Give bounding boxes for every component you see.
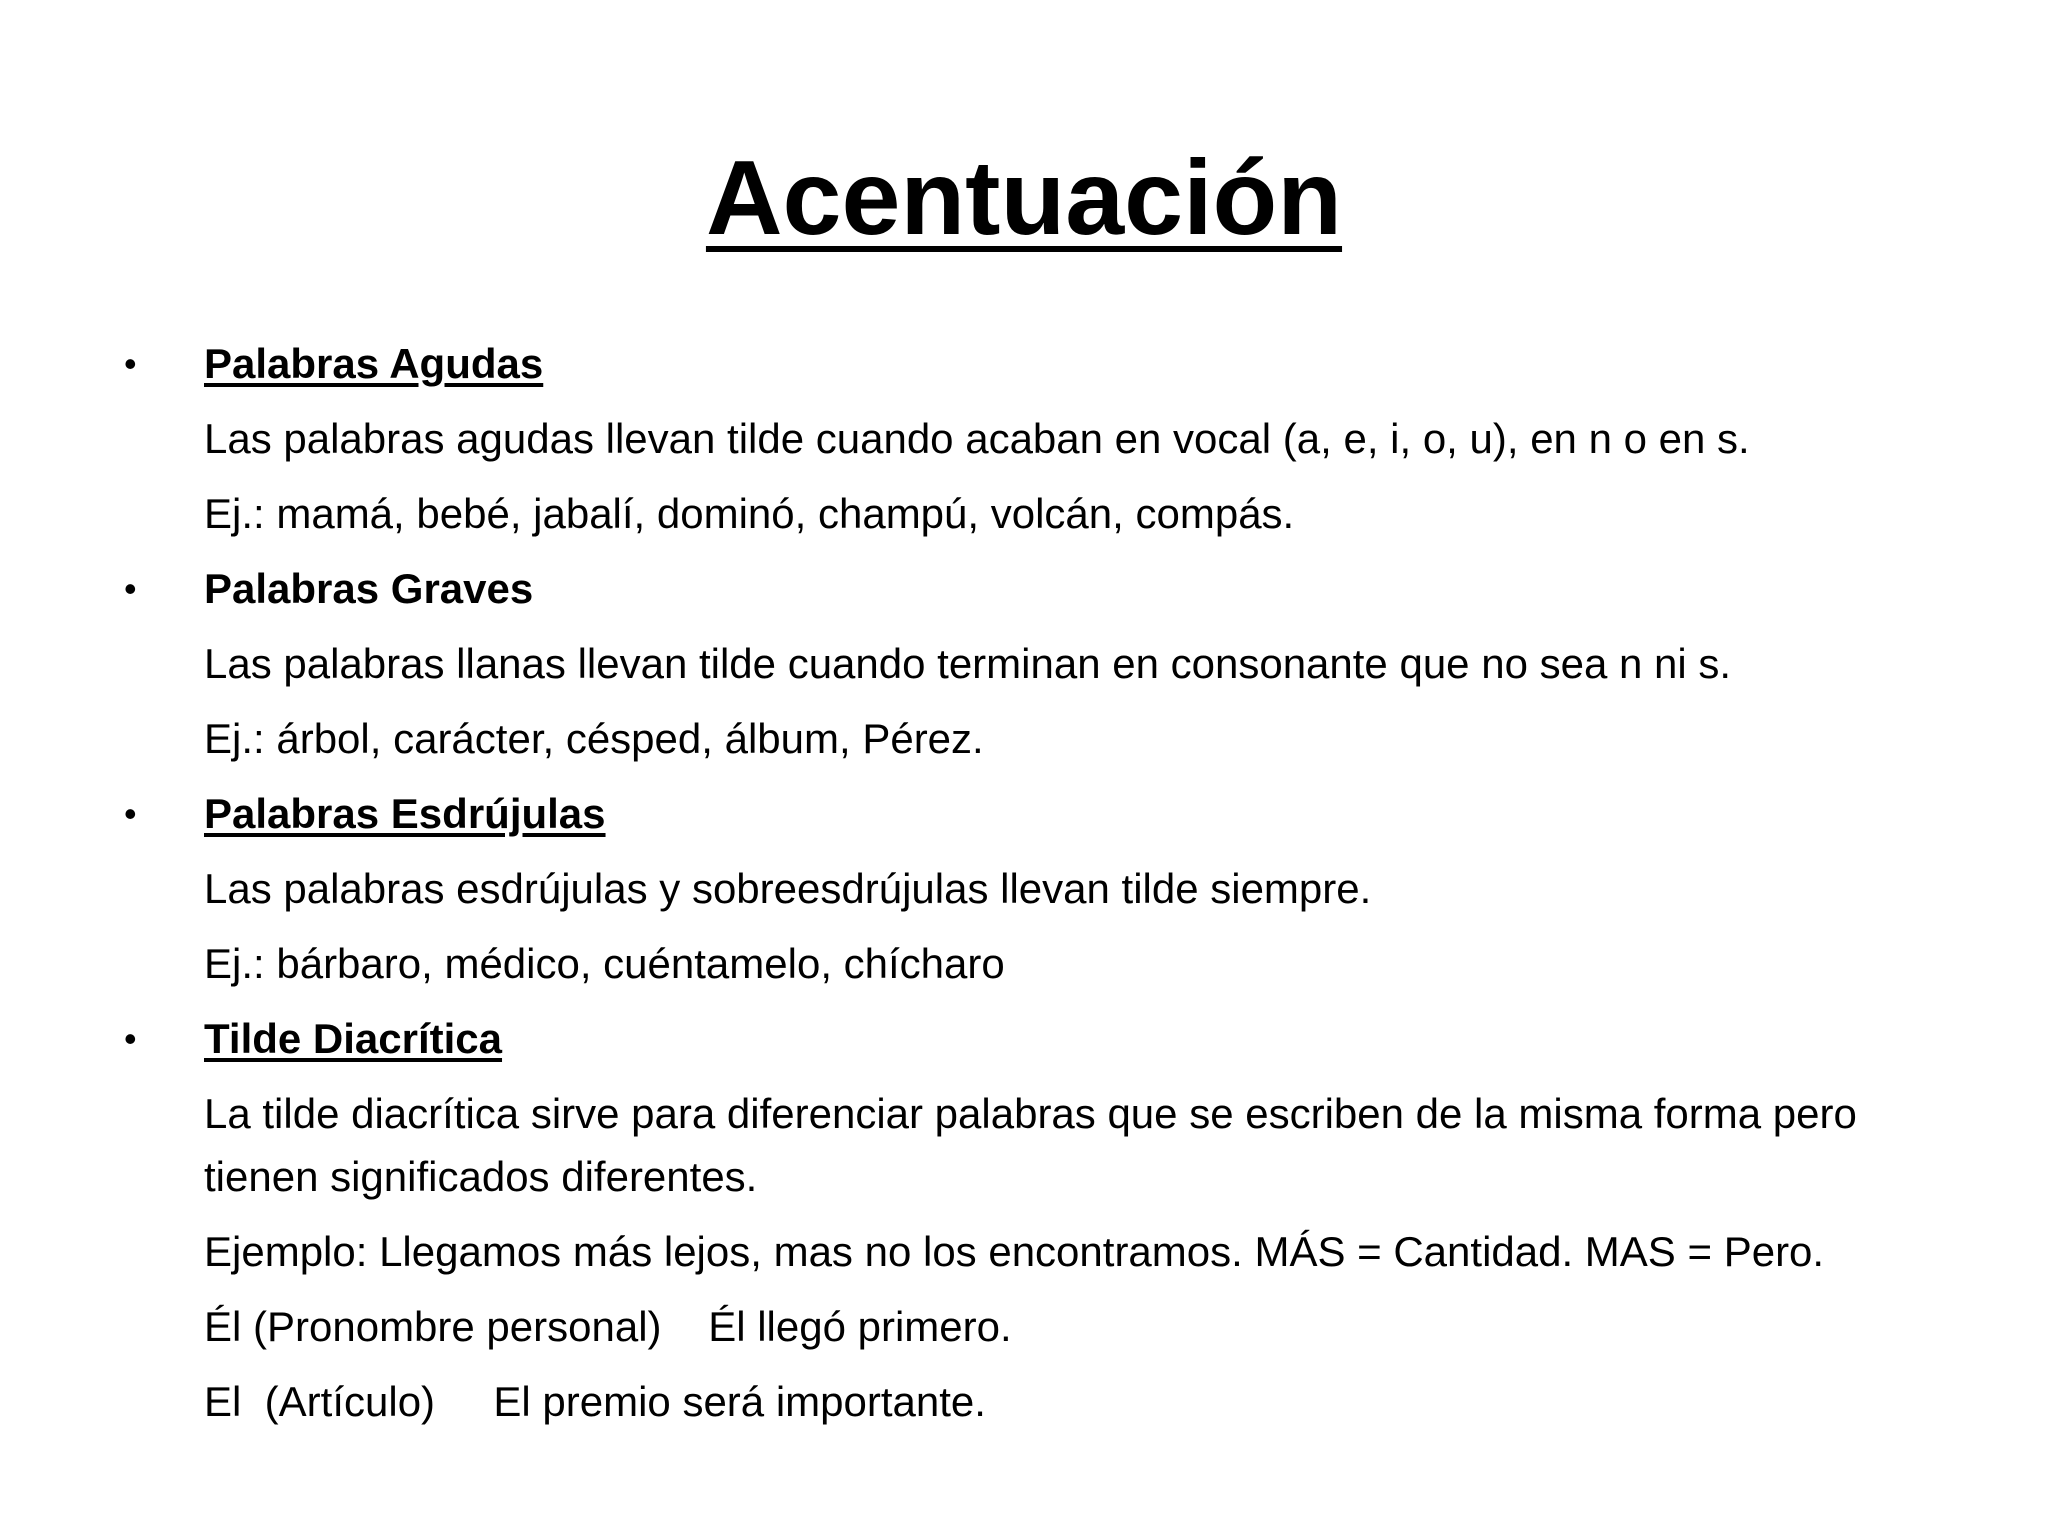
rule-text-esdrujulas: Las palabras esdrújulas y sobreesdrújulas llevan tilde siempre. xyxy=(204,865,1372,912)
bullet-list xyxy=(124,332,1944,1445)
example-text-agudas: Ej.: mamá, bebé, jabalí, dominó, champú, volcán, compás. xyxy=(204,490,1295,537)
rule-text-agudas: Las palabras agudas llevan tilde cuando acaban en vocal (a, e, i, o, u), en n o en s. xyxy=(204,415,1750,462)
section-heading-graves: Palabras Graves xyxy=(204,565,534,612)
section-heading-agudas: Palabras Agudas xyxy=(204,340,544,387)
example-text-diacritica: Ejemplo: Llegamos más lejos, mas no los encontramos. MÁS = Cantidad. MAS = Pero. xyxy=(204,1228,1825,1275)
rule-text-diacritica: La tilde diacrítica sirve para diferenciar palabras que se escriben de la misma forma pero tienen significados diferentes. xyxy=(204,1090,1857,1200)
rule-text-graves: Las palabras llanas llevan tilde cuando terminan en consonante que no sea n ni s. xyxy=(204,640,1732,687)
list-item-agudas xyxy=(124,332,1944,545)
bullet-icon: • xyxy=(124,343,137,384)
example-el-pronombre: Él (Pronombre personal) Él llegó primero. xyxy=(204,1303,1012,1350)
list-item-graves xyxy=(124,557,1944,770)
example-el-articulo: El (Artículo) El premio será importante. xyxy=(204,1378,986,1425)
section-heading-diacritica: Tilde Diacrítica xyxy=(204,1015,503,1062)
list-item-diacritica xyxy=(124,1007,1944,1433)
slide-title: Acentuación xyxy=(705,139,1343,257)
list-item-esdrujulas xyxy=(124,782,1944,995)
bullet-icon: • xyxy=(124,568,137,609)
section-heading-esdrujulas: Palabras Esdrújulas xyxy=(204,790,606,837)
example-text-esdrujulas: Ej.: bárbaro, médico, cuéntamelo, chícharo xyxy=(204,940,1005,987)
bullet-icon: • xyxy=(124,1018,137,1059)
example-text-graves: Ej.: árbol, carácter, césped, álbum, Pérez. xyxy=(204,715,984,762)
bullet-icon: • xyxy=(124,793,137,834)
